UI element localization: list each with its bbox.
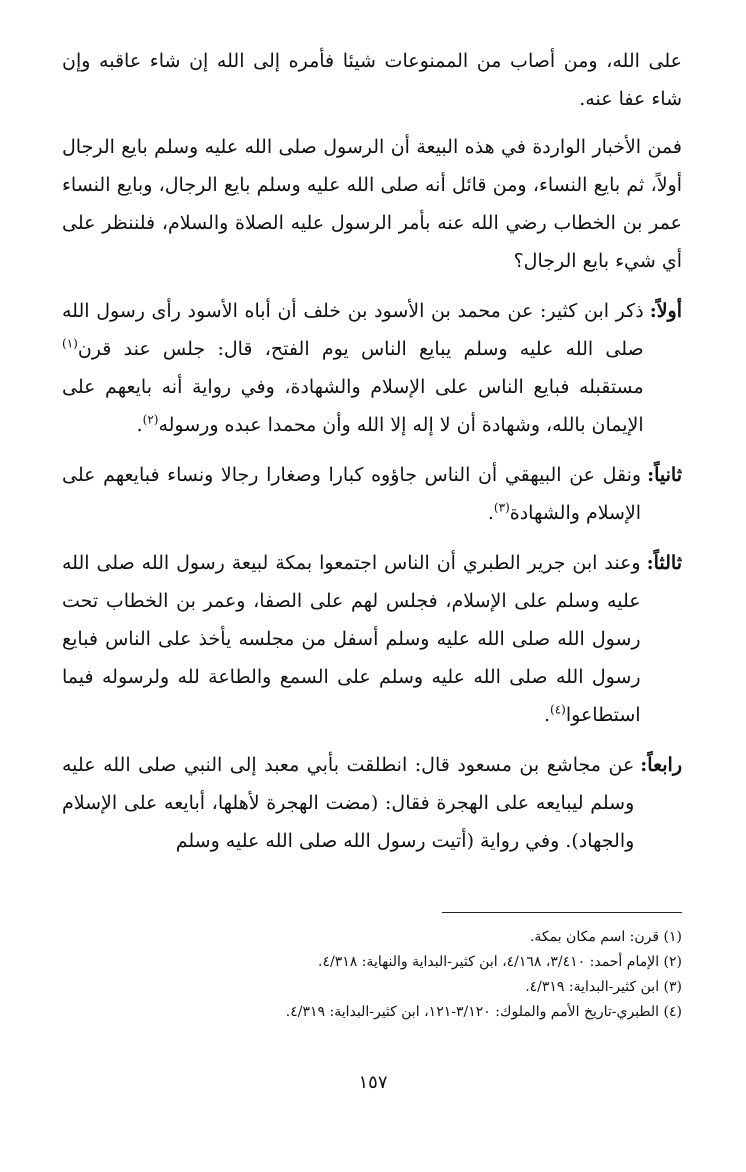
main-text xyxy=(62,42,682,872)
item-text: ذكر ابن كثير: عن محمد بن الأسود بن خلف أن أباه الأسود رأى رسول الله صلى الله عليه وسلم يبايع الناس يوم الفتح، قال: جلس عند قرن xyxy=(62,300,644,360)
item-label: ثانياً: xyxy=(647,464,682,486)
item-text: عن مجاشع بن مسعود قال: انطلقت بأبي معبد إلى النبي صلى الله عليه وسلم ليبايعه على الهجرة فقال: (مضت الهجرة لأهلها، أبايعه على الإسلام والجهاد). وفي رواية (أتيت رسول الله صلى الله عليه وسلم xyxy=(62,754,635,852)
footnote: (٢) الإمام أحمد: ٣/٤١٠، ٤/١٦٨، ابن كثير-البداية والنهاية: ٤/٣١٨. xyxy=(318,954,682,970)
item-label: رابعاً: xyxy=(640,754,682,776)
footnote-ref[interactable]: (١) xyxy=(62,336,78,351)
item-body xyxy=(62,746,634,860)
item-text: مستقبله فبايع الناس على الإسلام والشهادة، وفي رواية أنه بايعهم على الإيمان بالله، وشهادة أن لا إله إلا الله وأن محمدا عبده ورسوله xyxy=(62,376,644,436)
item-end: . xyxy=(136,414,143,436)
item-end: . xyxy=(487,502,494,524)
footnote-ref[interactable]: (٣) xyxy=(493,500,510,515)
paragraph-continuation: على الله، ومن أصاب من الممنوعات شيئا فأمره إلى الله إن شاء عاقبه وإن شاء عفا عنه. xyxy=(62,50,682,110)
list-item-first xyxy=(62,292,682,444)
item-label: أولاً: xyxy=(649,300,682,322)
item-end: . xyxy=(543,704,551,726)
item-label: ثالثاً: xyxy=(646,552,682,574)
footnote-divider xyxy=(442,912,682,913)
list-item-third xyxy=(62,544,682,734)
item-text: ونقل عن البيهقي أن الناس جاؤوه كبارا وصغارا رجالا ونساء فبايعهم على الإسلام والشهادة xyxy=(62,464,642,524)
item-body xyxy=(62,544,641,734)
footnote: (٤) الطبري-تاريخ الأمم والملوك: ٣/١٢٠-١٢١، ابن كثير-البداية: ٤/٣١٩. xyxy=(285,1004,682,1020)
item-body xyxy=(62,456,641,532)
footnote: (٣) ابن كثير-البداية: ٤/٣١٩. xyxy=(525,979,682,995)
footnote-ref[interactable]: (٤) xyxy=(550,702,566,717)
list-item-second xyxy=(62,456,682,532)
item-text: وعند ابن جرير الطبري أن الناس اجتمعوا بمكة لبيعة رسول الله صلى الله عليه وسلم على الإسلام، فجلس لهم على الصفا، وعمر بن الخطاب تحت رسول الله صلى الله عليه وسلم أسفل من مجلسه يأخذ على الناس فبايع رسول الله صلى الله عليه وسلم على السمع والطاعة لله ولرسوله فيما استطاعوا xyxy=(62,552,641,726)
list-item-fourth xyxy=(62,746,682,860)
paragraph-intro: فمن الأخبار الواردة في هذه البيعة أن الرسول صلى الله عليه وسلم بايع الرجال أولاً، ثم بايع النساء، ومن قائل أنه صلى الله عليه وسلم بايع الرجال، وبايع النساء عمر بن الخطاب رضي الله عنه بأمر الرسول عليه الصلاة والسلام، فلننظر على أي شيء بايع الرجال؟ xyxy=(62,136,682,272)
footnote-ref[interactable]: (٢) xyxy=(142,412,159,427)
item-body xyxy=(62,292,644,444)
footnote: (١) قرن: اسم مكان بمكة. xyxy=(529,929,682,945)
footnotes xyxy=(62,925,682,1025)
page-number: ١٥٧ xyxy=(358,1072,388,1093)
